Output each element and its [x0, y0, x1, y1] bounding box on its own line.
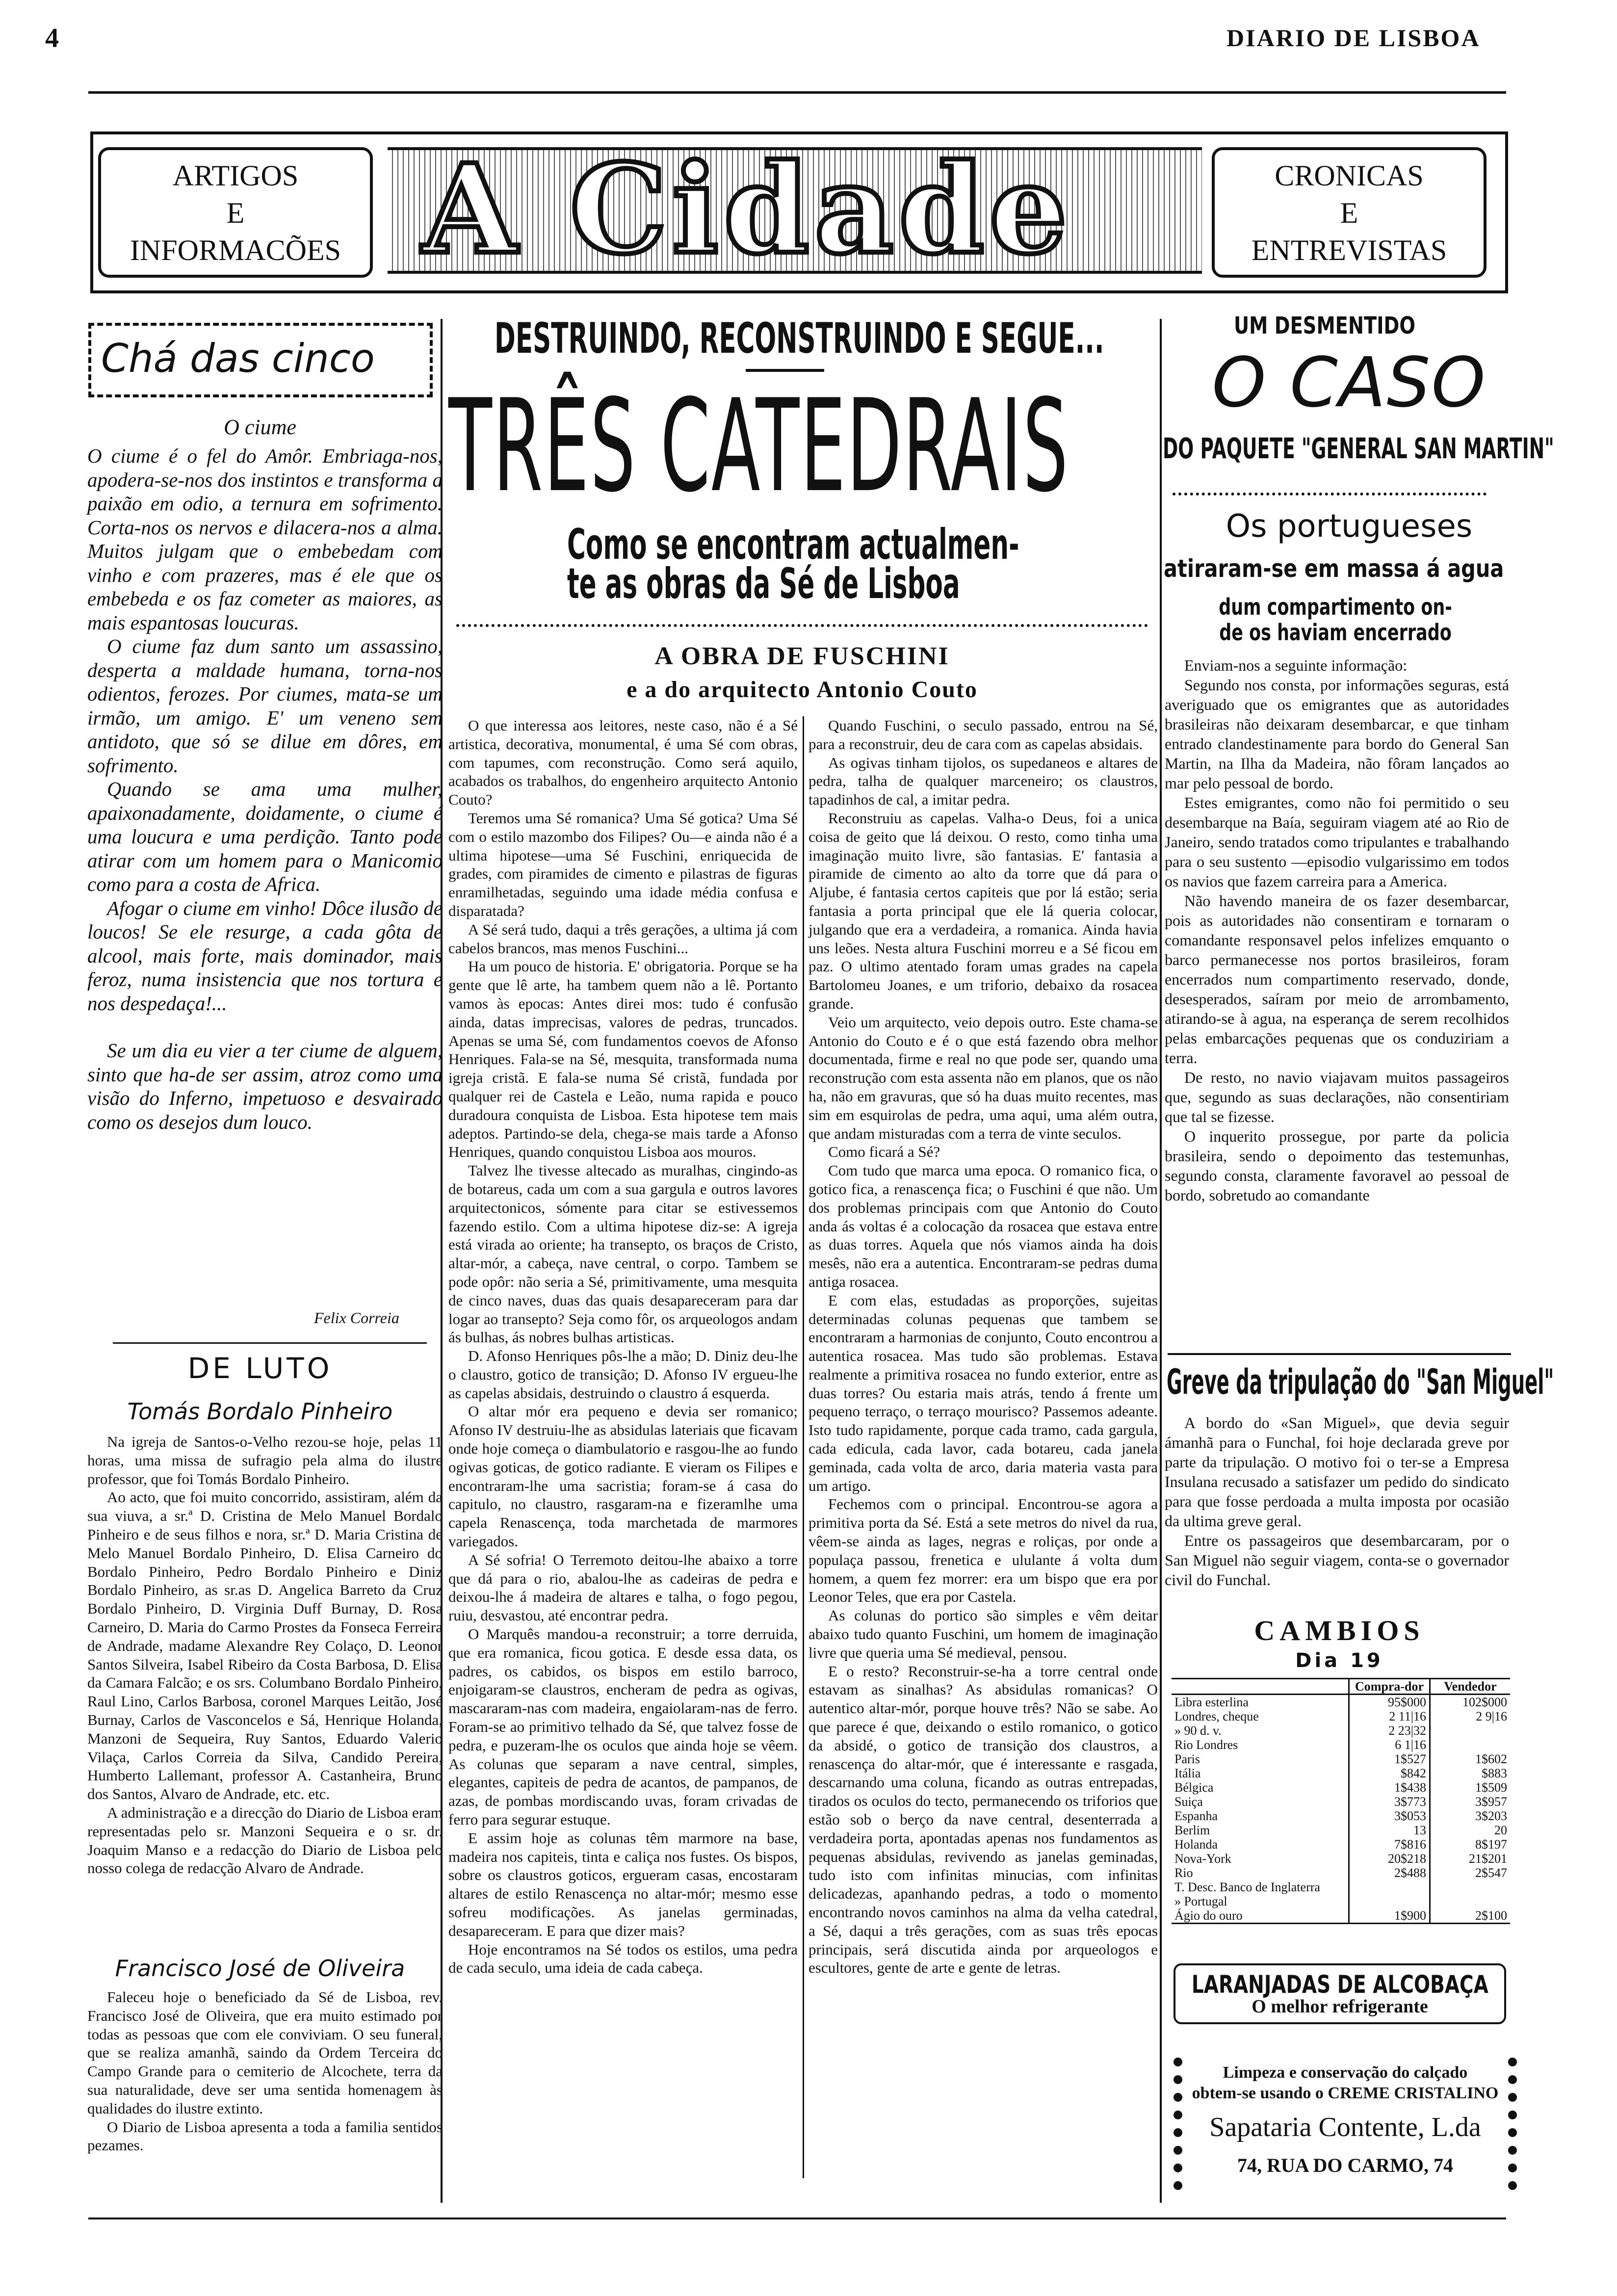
center-paragraph: Como ficará a Sé? — [828, 1143, 940, 1161]
center-paragraph: O altar mór era pequeno e devia ser romanico; Afonso IV destruiu-lhe as absidulas lateriais que ficavam onde hoje começa o diambulatorio e rasgou-lhe ao fundo ogivas goticas, de gotico radiante. E vieram os Filipes e encontraram-lhe uma sacristia; foram-se á casa do capitulo, no claustro, rasgaram-na e fizeramlhe uma capela Renascença, toda marchetada de marmores variegados. — [448, 1403, 798, 1550]
cambios-value: $842 — [1349, 1766, 1430, 1780]
caso-head4-2: de os haviam encerrado — [1219, 619, 1452, 646]
center-paragraph: Reconstruiu as capelas. Valha-o Deus, foi a unica coisa de geito que lá deixou. O resto, como tinha uma imaginação muito livre, são fantasias. E' fantasia a piramide de cimento ao alto da torre que dá para o Aljube, é fantasia certos capiteis que por lá estão; seria fantasia a porta principal que ele lá queria colocar, julgando que era a verdadeira, a romanica. Ainda havia uns leões. Nesta altura Fuschini morreu e a Sé ficou em paz. O ultimo atentado foram umas grades na capela Bartolomeu Joanes, e um triforio, debaixo da rosacea grande. — [808, 809, 1158, 1012]
cristalino-ad — [1174, 2058, 1517, 2190]
cambios-row — [1172, 1795, 1510, 1809]
cambios-value: 2 9|16 — [1430, 1709, 1511, 1723]
cambios-value: 1$900 — [1349, 1908, 1430, 1923]
ciume-body — [87, 444, 443, 1134]
footer-rule — [88, 2218, 1506, 2219]
newspaper-name: DIARIO DE LISBOA — [1226, 24, 1481, 52]
center-column-a — [448, 716, 798, 1977]
center-paragraph: Hoje encontramos na Sé todos os estilos, uma pedra de cada seculo, uma ideia de cada cabeça. — [448, 1940, 798, 1977]
right-box-line2: E — [1340, 197, 1358, 229]
luto-name-2: Francisco José de Oliveira — [115, 1955, 405, 1982]
cambios-row — [1172, 1752, 1510, 1766]
cambios-value: 2 23|32 — [1349, 1723, 1430, 1738]
left-box-line2: E — [226, 197, 245, 229]
center-paragraph: E o resto? Reconstruir-se-ha a torre central onde estavam as sinalhas? As absidulas romanicas? O autentico altar-mór, porque houve três? Não se sabe. Ao que parece é que, deixando o estilo romanico, o gotico da absidé, o gotico de transição dos claustros, a renascença do altar-mór, que é interessante e rasgada, descarnando uma coluna, ficando as outras entrepadas, tirados os oculos do tecto, permanecendo os triforios que estão sob o berço da nave central, desenterrada a verdadeira porta, apontadas apenas nos fundamentos as pequenas absidulas, revivendo as janelas geminadas, tudo isto com infinitas minucias, com infinitas delicadezas, apanhando pedras, a todo o momento encontrando novos caminhos na alma da velha catedral, a Sé, daqui a três gerações, com as suas três epocas principais, será discutida ainda por arqueologos e escultores, gente de arte e gente de letras. — [808, 1662, 1158, 1977]
caso-paragraph: Não havendo maneira de os fazer desembarcar, pois as autoridades não consentiram e tornaram o comandante responsavel pelos infelizes emquanto o barco permanecesse nos portos brasileiros, foram encerrados num compartimento reservado, donde, desesperados, saíram por meio de arrombamento, atirando-se à agua, na esperança de serem recolhidos pelas embarcações pequenas que os conduziriam a terra. — [1165, 892, 1509, 1067]
cambios-value: 6 1|16 — [1349, 1738, 1430, 1752]
center-section-2: e a do arquitecto Antonio Couto — [626, 677, 978, 703]
caso-subhead: DO PAQUETE "GENERAL SAN MARTIN" — [1163, 432, 1554, 465]
cambios-table — [1172, 1678, 1510, 1924]
masthead-left-box — [98, 147, 373, 278]
center-paragraph: As colunas do portico são simples e vêm deitar abaixo tudo quanto Fuschini, um homem de imaginação livre que queria uma Sé medieval, pensou. — [808, 1607, 1158, 1661]
luto-paragraph: Faleceu hoje o beneficiado da Sé de Lisboa, rev. Francisco José de Oliveira, que era muito estimado por todas as pessoas que com ele conviviam. O seu funeral, que se realiza amanhã, saindo da Ordem Terceira do Campo Grande para o cemiterio de Alcochete, terra da sua naturalidade, deve ser uma sentida homenagem às qualidades do ilustre extinto. — [87, 1988, 443, 2117]
cambios-label: Berlim — [1174, 1823, 1210, 1837]
cambios-subtitle: Dia 19 — [1295, 1649, 1383, 1672]
cambios-table-grid — [1172, 1679, 1510, 1923]
ciume-paragraph: Afogar o ciume em vinho! Dôce ilusão de loucos! Se ele resurge, a cada gôta de alcool, mais forte, mais dominador, mais feroz, numa insistencia que nos tortura e nos despedaça!... — [87, 896, 443, 1015]
ciume-paragraph: Se um dia eu vier a ter ciume de alguem, sinto que ha-de ser assim, atroz como uma visão do Inferno, impetuoso e desvairado como os desejos dum louco. — [87, 1039, 443, 1133]
center-section-1: A OBRA DE FUSCHINI — [654, 642, 950, 670]
cambios-value: 20 — [1430, 1823, 1511, 1837]
cambios-value: 3$957 — [1430, 1795, 1511, 1809]
cambios-label: Londres, cheque — [1174, 1709, 1259, 1723]
caso-head3: atiraram-se em massa á agua — [1164, 554, 1504, 583]
ciume-paragraph: O ciume faz dum santo um assassino, desperta a maldade humana, torna-nos odientos, ferozes. Por ciumes, mata-se um irmão, um amigo. E' um veneno sem antidoto, que só se dilue em dôres, em sofrimento. — [87, 635, 443, 777]
center-paragraph: Quando Fuschini, o seculo passado, entrou na Sé, para a reconstruir, deu de cara com as capelas absidais. — [808, 717, 1158, 753]
center-dotted-rule — [456, 624, 1148, 627]
right-box-line1: CRONICAS — [1275, 159, 1424, 192]
cambios-row — [1172, 1695, 1510, 1710]
right-box-line3: ENTREVISTAS — [1251, 234, 1447, 266]
page-number: 4 — [45, 23, 59, 53]
center-subhead-2: te as obras da Sé de Lisboa — [567, 559, 960, 608]
cambios-value: 3$053 — [1349, 1809, 1430, 1823]
cambios-value — [1430, 1880, 1511, 1894]
center-column-b — [808, 716, 1158, 1977]
cambios-header: Vendedor — [1430, 1679, 1511, 1695]
luto-paragraph: O Diario de Lisboa apresenta a toda a familia sentidos pezames. — [87, 2118, 443, 2154]
cambios-value: 2 11|16 — [1349, 1709, 1430, 1723]
cambios-value: 3$203 — [1430, 1809, 1511, 1823]
cambios-label: » Portugal — [1174, 1894, 1227, 1908]
center-paragraph: E assim hoje as colunas têm marmore na base, madeira nos capiteis, tinta e caliça nos fustes. Os bispos, sobre os claustros goticos, ergueram casas, encostaram altares de estilo Renascença no altar-mór; mesmo esse sofreu modificações. As janelas germinadas, desapareceram. E para que dizer mais? — [448, 1829, 798, 1939]
cambios-value: 2$100 — [1430, 1908, 1511, 1923]
cambios-row — [1172, 1766, 1510, 1780]
cambios-value: $883 — [1430, 1766, 1511, 1780]
greve-body — [1165, 1413, 1509, 1590]
center-paragraph: Veio um arquitecto, veio depois outro. Este chama-se Antonio do Couto e é o que está fazendo obra melhor documentada, firme e real no que pode ser, quando uma reconstrução com esta assenta não em planos, que os não ha, não em gravuras, que só ha duas muito recentes, mas sim em esquirolas de pedra, uma aqui, uma além outra, que andam misturadas com a terra de vinte seculos. — [808, 1013, 1158, 1142]
cambios-label: Holanda — [1174, 1837, 1218, 1852]
cambios-row — [1172, 1723, 1510, 1738]
caso-body — [1165, 655, 1509, 1205]
cambios-row — [1172, 1908, 1510, 1923]
center-column-divider — [803, 716, 804, 2178]
left-box-line3: INFORMACÕES — [130, 234, 341, 266]
caso-kicker: UM DESMENTIDO — [1233, 312, 1416, 339]
cambios-row — [1172, 1837, 1510, 1852]
caso-head2: Os portugueses — [1226, 508, 1473, 545]
cambios-label: Libra esterlina — [1174, 1695, 1249, 1709]
center-kicker: DESTRUINDO, RECONSTRUINDO E SEGUE... — [495, 314, 1104, 363]
caso-paragraph: O inquerito prossegue, por parte da policia brasileira, sendo o depoimento das testemunhas, segundo consta, claramente favoravel ao pessoal de bordo, sobretudo ao comandante — [1165, 1127, 1509, 1204]
center-paragraph: As ogivas tinham tijolos, os supedaneos e altares de pedra, talha de qualquer marceneiro; os claustros, tapadinhos de cal, a imitar pedra. — [808, 754, 1158, 809]
center-subhead-1: Como se encontram actualmen- — [567, 520, 1019, 569]
masthead-title: A Cidade — [422, 137, 1072, 281]
cambios-row — [1172, 1894, 1510, 1908]
cambios-row — [1172, 1709, 1510, 1723]
caso-dotted-rule — [1173, 493, 1487, 496]
cambios-value: 1$527 — [1349, 1752, 1430, 1766]
cambios-label: Nova-York — [1174, 1852, 1231, 1866]
cambios-value: 95$000 — [1349, 1695, 1430, 1710]
laranjadas-line1: LARANJADAS DE ALCOBAÇA — [1191, 1970, 1488, 1999]
cambios-value — [1349, 1894, 1430, 1908]
luto-paragraph: A administração e a direcção do Diario de Lisboa eram representadas pelo sr. Manzoni Sequeira e o sr. dr. Joaquim Manso e a redacção do Diario de Lisboa pelo nosso colega de redacção Alvaro de Andrade. — [87, 1803, 443, 1877]
center-headline: TRÊS CATEDRAIS — [448, 372, 1069, 521]
laranjadas-line2: O melhor refrigerante — [1252, 1996, 1428, 2017]
cambios-value — [1430, 1738, 1511, 1752]
cambios-value: 8$197 — [1430, 1837, 1511, 1852]
cambios-value: 3$773 — [1349, 1795, 1430, 1809]
cambios-value — [1430, 1894, 1511, 1908]
luto-body-1 — [87, 1433, 443, 1878]
cristalino-line1: Limpeza e conservação do calçado — [1223, 2063, 1468, 2082]
cambios-value: 1$509 — [1430, 1780, 1511, 1795]
center-paragraph: Talvez lhe tivesse altecado as muralhas, cingindo-as de botareus, cada um com a sua gargula e outros lavores arquitectonicos, sómente para citar se estivessemos fazendo estilo. Com a ultima hipotese diz-se: A igreja está virada ao oriente; ha transepto, os braços de Cristo, altar-mór, a cabeça, nave central, o corpo. Tambem se pode opôr: não seria a Sé, primitivamente, uma mesquita de cinco naves, duas das quais desapareceram para dar logar ao transepto? Seja como fôr, os arqueologos andam ás bulhas, ás nobres bulhas artisticas. — [448, 1162, 798, 1346]
cambios-label: Bélgica — [1174, 1780, 1214, 1795]
center-paragraph: Ha um pouco de historia. E' obrigatoria. Porque se ha gente que lê arte, ha tambem quem não a lê. Portanto vamos às epocas: Antes direi mos: tudo é confusão ainda, datas imprecisas, valores de pedras, truncados. Apenas se uma Sé, com fundamentos coevos de Afonso Henriques. Fala-se na Sé, mesquita, transformada numa igreja cristã. E fala-se numa Sé cristã, fundada por qualquer rei de Castela e Leão, numa rapida e pouco duradoura conquista de Lisboa. Esta hipotese tem mais adeptos. Partindo-se dela, chega-se mais tarde a Afonso Henriques, quando conquistou Lisboa aos mouros. — [448, 958, 798, 1161]
cambios-value: 1$438 — [1349, 1780, 1430, 1795]
header-rule — [88, 91, 1506, 94]
cambios-value: 2$547 — [1430, 1866, 1511, 1880]
column-rule-right — [1160, 319, 1162, 2203]
center-paragraph: D. Afonso Henriques pôs-lhe a mão; D. Diniz deu-lhe o claustro, gotico de transição; D. Afonso IV ergueu-lhe as capelas absidais, destruindo o claustro á esquerda. — [448, 1347, 798, 1402]
cambios-label: Itália — [1174, 1766, 1201, 1780]
cambios-row — [1172, 1880, 1510, 1894]
caso-head4-1: dum compartimento on- — [1219, 594, 1452, 620]
ciume-author: Felix Correia — [314, 1309, 399, 1327]
cristalino-line4: 74, RUA DO CARMO, 74 — [1237, 2154, 1453, 2176]
cambios-label: Ágio do ouro — [1174, 1908, 1243, 1923]
cambios-row — [1172, 1809, 1510, 1823]
caso-headline: O CASO — [1212, 343, 1487, 423]
cristalino-line2: obtem-se usando o CREME CRISTALINO — [1192, 2084, 1499, 2102]
cambios-value — [1349, 1880, 1430, 1894]
cambios-row — [1172, 1823, 1510, 1837]
center-paragraph: O Marquês mandou-a reconstruir; a torre derruida, que era romanica, ficou gotica. E desde essa data, os padres, os cabidos, os bispos em estilo barroco, enjoigaram-se claustros, encheram de pedra as ogivas, mascararam-nas com madeira, engaiolaram-nas de ferro. Foram-se ao primitivo telhado da Sé, que talvez fosse de pedra, e puzeram-lhe os oculos que ainda hoje se vêem. As colunas que separam a nave central, simples, elegantes, capiteis de pedra de acantos, de pampanos, de azas, de pombas mordiscando uvas, foram crivadas de ferro para segurar estuque. — [448, 1625, 798, 1828]
caso-paragraph: Enviam-nos a seguinte informação: — [1184, 656, 1408, 674]
cambios-header — [1172, 1679, 1349, 1695]
luto-paragraph: Na igreja de Santos-o-Velho rezou-se hoje, pelas 11 horas, uma missa de sufragio pela alma do ilustre professor, que foi Tomás Bordalo Pinheiro. — [87, 1433, 443, 1487]
greve-rule — [1168, 1353, 1511, 1355]
center-paragraph: Teremos uma Sé romanica? Uma Sé gotica? Uma Sé com o estilo mazombo dos Filipes? Ou—e ainda não é a ultima hipotese—uma Sé Fuschini, enriquecida de grades, com piramides de cimento e pilastras de figuras enramilhetadas, seguindo uma idade média confusa e disparatada? — [448, 809, 798, 919]
cambios-row — [1172, 1738, 1510, 1752]
cambios-value: 13 — [1349, 1823, 1430, 1837]
cambios-label: Suiça — [1174, 1795, 1203, 1809]
luto-paragraph: Ao acto, que foi muito concorrido, assistiram, além da sua viuva, a sr.ª D. Cristina de Melo Manuel Bordalo Pinheiro e de seus filhos e nora, sr.ª D. Maria Cristina de Melo Manuel Bordalo Pinheiro, D. Elisa Carneiro do Bordalo Pinheiro, Pedro Bordalo Pinheiro e Diniz Bordalo Pinheiro, as sr.as D. Angelica Barreto da Cruz Bordalo Pinheiro, D. Virginia Duff Burnay, D. Rosa Carneiro, D. Maria do Carmo Prostes da Fonseca Ferreira de Andrade, madame Alexandre Rey Colaço, D. Leonor Santos Silveira, Isabel Ribeiro da Costa Barbosa, D. Elisa da Camara Falcão; e os srs. Columbano Bordalo Pinheiro, Raul Lino, Carlos Barbosa, coronel Marques Leitão, José Burnay, Carlos de Vasconcelos e Sá, Henrique Holanda, Manzoni de Sequeira, Ruy Santos, Eduardo Valerio Vilaça, Carlos Correia da Silva, Candido Pereira, Humberto Lallemant, professor A. Castanheira, Bruno dos Santos, Alvaro de Andrade, etc. etc. — [87, 1488, 443, 1803]
cambios-label: Paris — [1174, 1752, 1200, 1766]
cambios-value: 1$602 — [1430, 1752, 1511, 1766]
center-paragraph: E com elas, estudadas as proporções, sujeitas determinadas colunas pequenas que tambem se encontraram a harmonias de conjunto, Couto encontrou a autentica rosacea. Mas tudo são problemas. Estava realmente a primitiva rosacea no fundo exterior, entre as duas torres? Ou estaria mais atrás, tendo á frente um pequeno terraço, o terraço mourisco? Passemos adeante. Isto tudo rapidamente, porque cada tramo, cada gargula, cada edicula, cada lavor, cada botareu, cada janela geminada, cada volta de arco, daria materia vasta para um artigo. — [808, 1291, 1158, 1494]
luto-title: DE LUTO — [187, 1352, 333, 1385]
center-paragraph: Fechemos com o principal. Encontrou-se agora a primitiva porta da Sé. Está a sete metros do nivel da rua, vêem-se ainda as lages, negras e roliças, por onde a populaça passou, frenetica e ululante á volta dum homem, a quem fez morrer: era um bispo que era por Leonor Teles, que era por Castela. — [808, 1495, 1158, 1606]
laranjadas-ad — [1174, 1963, 1506, 2024]
cambios-label: T. Desc. Banco de Inglaterra — [1174, 1880, 1320, 1894]
cha-das-cinco-title: Chá das cinco — [101, 336, 375, 381]
ciume-title: O ciume — [224, 415, 296, 439]
greve-paragraph: A bordo do «San Miguel», que devia seguir ámanhã para o Funchal, foi hoje declarada greve por parte da tripulação. O motivo foi o ter-se a Empresa Insulana recusado a satisfazer um pedido do sindicato para que fosse perdoada a multa imposta por ocasião da ultima greve geral. — [1165, 1414, 1509, 1530]
cambios-value — [1430, 1723, 1511, 1738]
center-paragraph: O que interessa aos leitores, neste caso, não é a Sé artistica, decorativa, monumental, é uma Sé com obras, com tapumes, com reconstrução. Como será aquilo, acabados os trabalhos, do engenheiro arquitecto Antonio Couto? — [448, 717, 798, 809]
caso-paragraph: Segundo nos consta, por informações seguras, está averiguado que os emigrantes que as autoridades brasileiras não deixaram desembarcar, e que tinham entrado clandestinamente para bordo do General San Martin, na Ilha da Madeira, não fôram lançados ao mar pelo pessoal de bordo. — [1165, 676, 1509, 792]
center-kicker-rule — [746, 369, 824, 372]
masthead-title-band — [388, 137, 1202, 281]
cambios-value: 2$488 — [1349, 1866, 1430, 1880]
cambios-label: Rio — [1174, 1866, 1193, 1880]
cambios-header: Compra-dor — [1349, 1679, 1430, 1695]
luto-body-2 — [87, 1988, 443, 2155]
greve-paragraph: Entre os passageiros que desembarcaram, por o San Miguel não seguir viagem, conta-se o governador civil do Funchal. — [1165, 1532, 1509, 1589]
cambios-value: 7$816 — [1349, 1837, 1430, 1852]
left-box-line1: ARTIGOS — [172, 159, 299, 192]
cambios-title: CAMBIOS — [1254, 1615, 1425, 1646]
cambios-label: » 90 d. v. — [1174, 1723, 1222, 1738]
luto-rule — [113, 1342, 427, 1344]
caso-paragraph: Estes emigrantes, como não foi permitido o seu desembarque na Baía, seguiram viagem até ao Rio de Janeiro, sendo tratados como tripulantes e trabalhando para o seu sustento —episodio vulgarissimo em todos os navios que fazem carreira para a America. — [1165, 794, 1509, 890]
ciume-paragraph: Quando se ama uma mulher, apaixonadamente, doidamente, o ciume é uma loucura e uma perdição. Tanto pode atirar com um homem para o Manicomio como para a costa de Africa. — [87, 778, 443, 895]
ciume-paragraph: O ciume é o fel do Amôr. Embriaga-nos, apodera-se-nos dos instintos e transforma a paixão em odio, a ternura em sofrimento. Corta-nos os nervos e dilacera-nos a alma. Muitos julgam que o embebedam com vinho e com prazeres, mas é ele que os embebeda e os faz cometer as maiores, as mais espantosas loucuras. — [87, 444, 443, 634]
center-paragraph: Com tudo que marca uma epoca. O romanico fica, o gotico fica, a renascença fica; o Fuschini é que não. Um dos problemas principais com que Antonio do Couto anda ás voltas é a colocação da rosacea que estava entre as duas torres. Aquela que nós viamos ainda ha dois mesês, não era a autentica. Encontraram-se pedras duma antiga rosacea. — [808, 1162, 1158, 1290]
cambios-row — [1172, 1866, 1510, 1880]
caso-paragraph: De resto, no navio viajavam muitos passageiros que, segundo as suas declarações, não consentiriam que tal se fizesse. — [1165, 1069, 1509, 1125]
cambios-label: Rio Londres — [1174, 1738, 1238, 1752]
cambios-row — [1172, 1852, 1510, 1866]
center-paragraph: A Sé será tudo, daqui a três gerações, a ultima já com cabelos brancos, mas menos Fuschini... — [448, 920, 798, 957]
cambios-value: 102$000 — [1430, 1695, 1511, 1710]
cambios-label: Espanha — [1174, 1809, 1218, 1823]
greve-title: Greve da tripulação do "San Miguel" — [1167, 1362, 1554, 1402]
cristalino-line3: Sapataria Contente, L.da — [1209, 2112, 1481, 2142]
cambios-row — [1172, 1780, 1510, 1795]
cambios-value: 20$218 — [1349, 1852, 1430, 1866]
center-paragraph: A Sé sofria! O Terremoto deitou-lhe abaixo a torre que dá para o rio, abalou-lhe as cadeiras de pedra e deixou-lhe á madeira de altares e talha, o fogo pegou, ruiu, desvastou, até encontrar pedra. — [448, 1551, 798, 1624]
luto-name-1: Tomás Bordalo Pinheiro — [127, 1398, 393, 1425]
masthead-right-box — [1212, 147, 1487, 278]
cha-das-cinco-box — [88, 323, 433, 397]
cambios-value: 21$201 — [1430, 1852, 1511, 1866]
